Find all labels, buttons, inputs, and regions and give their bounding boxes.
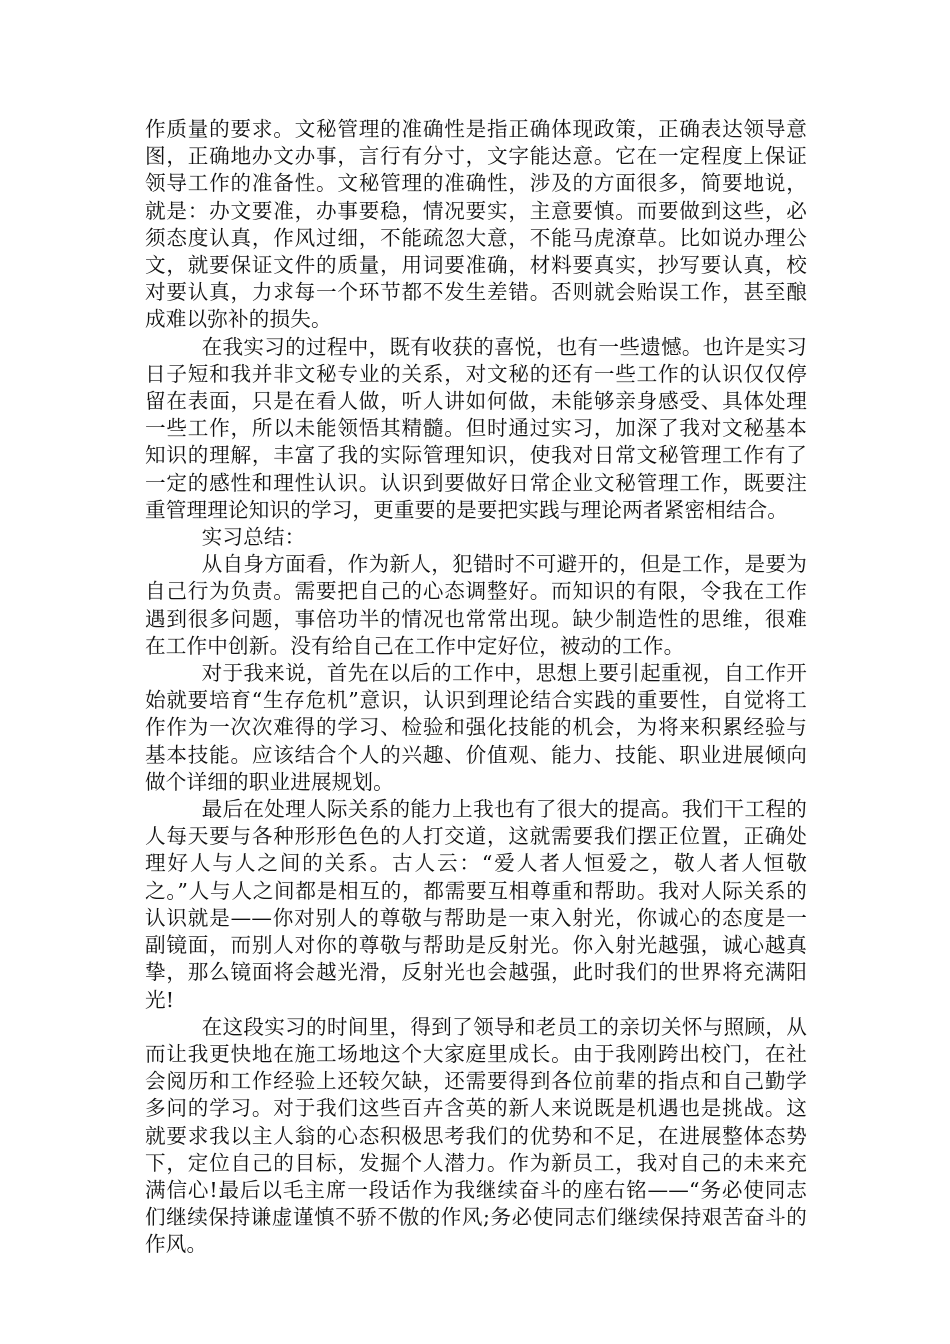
paragraph: 从自身方面看，作为新人，犯错时不可避开的，但是工作，是要为自己行为负责。需要把自己的心态调整好。而知识的有限，令我在工作遇到很多问题，事倍功半的情况也常常出现。缺少制造性的思维，很难在工作中创新。没有给自己在工作中定好位，被动的工作。 [145, 552, 807, 658]
document-body [145, 116, 807, 1259]
paragraph: 在这段实习的时间里，得到了领导和老员工的亲切关怀与照顾，从而让我更快地在施工场地这个大家庭里成长。由于我刚跨出校门，在社会阅历和工作经验上还较欠缺，还需要得到各位前辈的指点和自己勤学多问的学习。对于我们这些百卉含英的新人来说既是机遇也是挑战。这就要求我以主人翁的心态积极思考我们的优势和不足，在进展整体态势下，定位自己的目标，发掘个人潜力。作为新员工，我对自己的未来充满信心!最后以毛主席一段话作为我继续奋斗的座右铭——“务必使同志们继续保持谦虚谨慎不骄不傲的作风;务必使同志们继续保持艰苦奋斗的作风。 [145, 1014, 807, 1257]
paragraph: 在我实习的过程中，既有收获的喜悦，也有一些遗憾。也许是实习日子短和我并非文秘专业的关系，对文秘的还有一些工作的认识仅仅停留在表面，只是在看人做，听人讲如何做，未能够亲身感受、具体处理一些工作，所以未能领悟其精髓。但时通过实习，加深了我对文秘基本知识的理解，丰富了我的实际管理知识，使我对日常文秘管理工作有了一定的感性和理性认识。认识到要做好日常企业文秘管理工作，既要注重管理理论知识的学习，更重要的是要把实践与理论两者紧密相结合。 [145, 334, 807, 522]
section-heading: 实习总结： [201, 525, 306, 550]
paragraph: 最后在处理人际关系的能力上我也有了很大的提高。我们干工程的人每天要与各种形形色色的人打交道，这就需要我们摆正位置，正确处理好人与人之间的关系。古人云：“爱人者人恒爱之，敬人者人恒敬之。”人与人之间都是相互的，都需要互相尊重和帮助。我对人际关系的认识就是——你对别人的尊敬与帮助是一束入射光，你诚心的态度是一副镜面，而别人对你的尊敬与帮助是反射光。你入射光越强，诚心越真挚，那么镜面将会越光滑，反射光也会越强，此时我们的世界将充满阳光! [145, 797, 807, 1012]
paragraph-continuation: 作质量的要求。文秘管理的准确性是指正确体现政策，正确表达领导意图，正确地办文办事，言行有分寸，文字能达意。它在一定程度上保证领导工作的准备性。文秘管理的准确性，涉及的方面很多，简要地说，就是：办文要准，办事要稳，情况要实，主意要慎。而要做到这些，必须态度认真，作风过细，不能疏忽大意，不能马虎潦草。比如说办理公文，就要保证文件的质量，用词要准确，材料要真实，抄写要认真，校对要认真，力求每一个环节都不发生差错。否则就会贻误工作，甚至酿成难以弥补的损失。 [145, 117, 807, 332]
paragraph: 对于我来说，首先在以后的工作中，思想上要引起重视，自工作开始就要培育“生存危机”意识，认识到理论结合实践的重要性，自觉将工作作为一次次难得的学习、检验和强化技能的机会，为将来积累经验与基本技能。应该结合个人的兴趣、价值观、能力、技能、职业进展倾向做个详细的职业进展规划。 [145, 661, 807, 794]
